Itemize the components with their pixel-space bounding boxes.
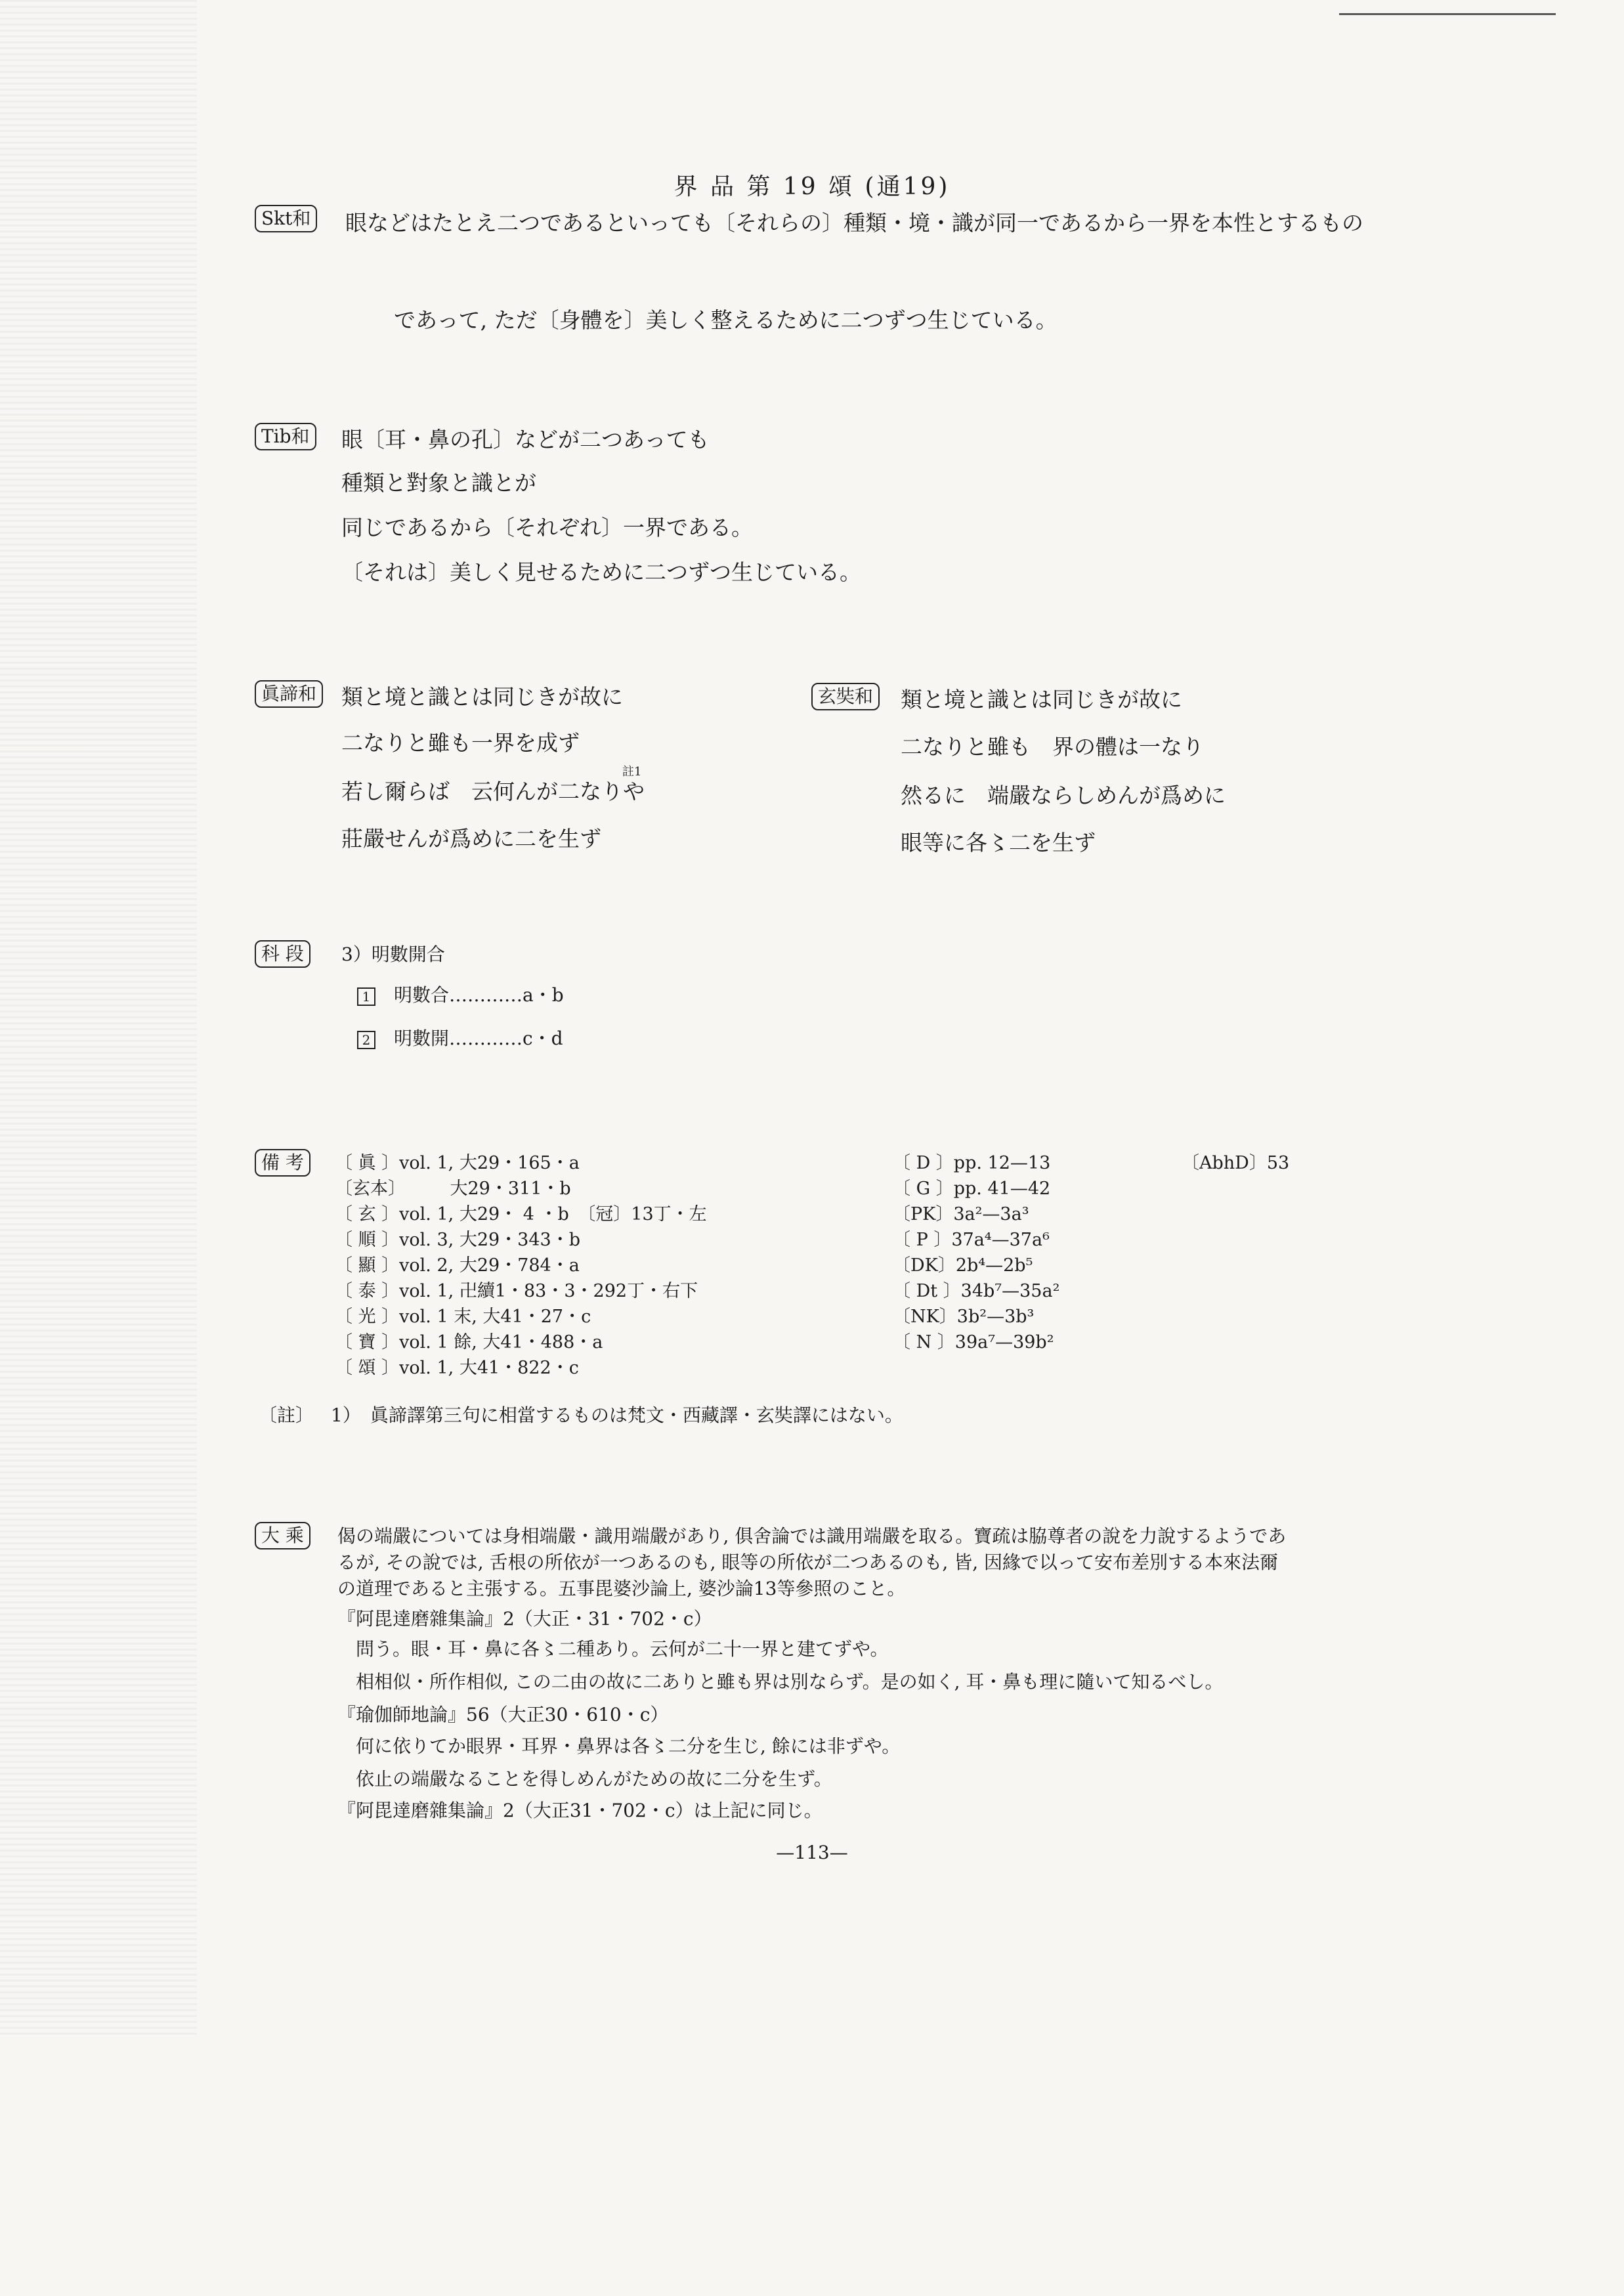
kadan-item-2 [357,1027,563,1051]
shindai-line-2: 二なりと雖も一界を成ず [341,730,580,756]
reference-entry: 〔玄本〕 大29・311・b [335,1179,571,1199]
shindai-tag: 眞諦和 [255,680,323,708]
daijo-line-1: 偈の端嚴については身相端嚴・識用端嚴があり, 俱舍論では識用端嚴を取る。寶疏は脇尊者の說を力說するようであ [337,1525,1287,1547]
reference-entry: 〔NK〕3b²—3b³ [893,1307,1035,1327]
reference-entry: 〔 光 〕vol. 1 末, 大41・27・c [335,1307,591,1327]
reference-entry: 〔 N 〕39a⁷—39b² [893,1332,1054,1353]
note-text: 1） 眞諦譯第三句に相當するものは梵文・西藏譯・玄奘譯にはない。 [331,1404,903,1426]
daijo-line-6: 相相似・所作相似, この二由の故に二ありと雖も界は別ならず。是の如く, 耳・鼻も理に隨いて知るべし。 [337,1671,1224,1693]
kadan-tag: 科 段 [255,940,310,968]
tib-line-3: 同じであるから〔それぞれ〕一界である。 [341,515,753,540]
reference-entry: 〔 順 〕vol. 3, 大29・343・b [335,1230,580,1250]
daijo-line-9: 依止の端嚴なることを得しめんがための故に二分を生ず。 [337,1768,832,1790]
kadan-item-text: 明數合…………a・b [394,984,564,1006]
daijo-line-2: るが, その說では, 舌根の所依が一つあるのも, 眼等の所依が二つあるのも, 皆, 因緣で以って安布差別する本來法爾 [337,1551,1279,1573]
kadan-item-text: 明數開…………c・d [394,1028,563,1049]
reference-entry: 〔 頌 〕vol. 1, 大41・822・c [335,1358,579,1378]
skt-line-2: であって, ただ〔身體を〕美しく整えるために二つずつ生じている。 [394,307,1058,333]
item-number-box: 1 [357,987,375,1006]
skt-line-1: 眼などはたとえ二つであるといっても〔それらの〕種類・境・識が同一であるから一界を本性とするもの [345,210,1363,236]
genjo-line-2: 二なりと雖も 界の體は一なり [901,734,1204,760]
shindai-line-3: 若し爾らば 云何んが二なりや [341,779,645,804]
genjo-line-4: 眼等に各〻二を生ず [901,830,1096,856]
reference-entry: 〔 寶 〕vol. 1 餘, 大41・488・a [335,1332,603,1353]
daijo-tag: 大 乘 [255,1522,310,1549]
tib-line-4: 〔それは〕美しく見せるために二つずつ生じている。 [341,559,861,585]
daijo-line-8: 何に依りてか眼界・耳界・鼻界は各〻二分を生じ, 餘には非ずや。 [337,1735,901,1757]
reference-entry: 〔 泰 〕vol. 1, 卍續1・83・3・292丁・右下 [335,1281,698,1301]
genjo-tag: 玄奘和 [811,683,880,710]
kadan-heading: 3）明數開合 [341,943,445,965]
tib-line-2: 種類と對象と識とが [341,470,536,496]
shindai-line-4: 莊嚴せんが爲めに二を生ず [341,826,601,852]
shindai-line-1: 類と境と識とは同じきが故に [341,684,623,710]
reference-entry: 〔 Dt 〕34b⁷—35a² [893,1281,1060,1301]
daijo-line-4: 『阿毘達磨雜集論』2（大正・31・702・c） [337,1608,712,1630]
daijo-line-7: 『瑜伽師地論』56（大正30・610・c） [337,1704,669,1725]
daijo-line-3: の道理であると主張する。五事毘婆沙論上, 婆沙論13等參照のこと。 [337,1578,906,1599]
biko-right-list [893,1150,1059,1355]
item-number-box: 2 [357,1031,375,1049]
reference-entry: 〔 玄 〕vol. 1, 大29・ 4 ・b 〔冠〕13丁・左 [335,1204,707,1224]
skt-tag: Skt和 [255,205,317,232]
biko-extra-ref: 〔AbhD〕53 [1182,1153,1290,1173]
tib-line-1: 眼〔耳・鼻の孔〕などが二つあっても [341,427,710,452]
genjo-line-3: 然るに 端嚴ならしめんが爲めに [901,783,1226,808]
scan-edge-shading [0,0,197,2035]
biko-left-list [335,1150,707,1381]
note-label: 〔註〕 [259,1404,314,1426]
reference-entry: 〔PK〕3a²—3a³ [893,1204,1029,1224]
reference-entry: 〔 P 〕37a⁴—37a⁶ [893,1230,1050,1250]
reference-entry: 〔 眞 〕vol. 1, 大29・165・a [335,1153,580,1173]
reference-entry: 〔 顯 〕vol. 2, 大29・784・a [335,1255,580,1276]
daijo-line-10: 『阿毘達磨雜集論』2（大正31・702・c）は上記に同じ。 [337,1800,823,1821]
biko-tag: 備 考 [255,1149,310,1177]
reference-entry: 〔 G 〕pp. 41—42 [893,1179,1051,1199]
tib-tag: Tib和 [255,423,316,450]
kadan-item-1 [357,984,564,1007]
daijo-line-5: 問う。眼・耳・鼻に各〻二種あり。云何が二十一界と建てずや。 [337,1638,889,1660]
page-title: 界 品 第 19 頌 (通19) [673,173,951,200]
genjo-line-1: 類と境と識とは同じきが故に [901,687,1182,712]
top-rule [1339,13,1556,15]
reference-entry: 〔DK〕2b⁴—2b⁵ [893,1255,1033,1276]
shindai-note-mark: 註1 [622,765,642,779]
reference-entry: 〔 D 〕pp. 12—13 [893,1153,1051,1173]
page-number: —113— [776,1842,848,1863]
